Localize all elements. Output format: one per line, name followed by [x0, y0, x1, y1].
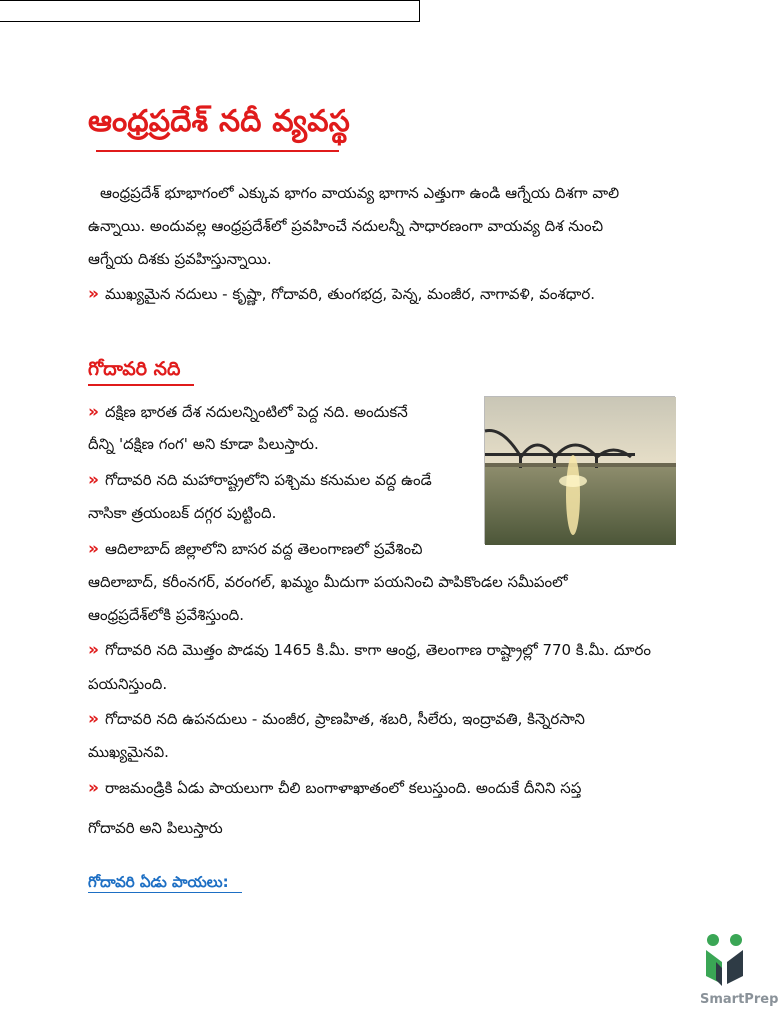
title-underline [96, 150, 339, 152]
intro-line-3: ఆగ్నేయ దిశకు ప్రవహిస్తున్నాయి. [88, 250, 272, 268]
rivers-bullet [88, 286, 595, 303]
bullet-text: గోదావరి నది మొత్తం పొడవు 1465 కి.మీ. కాగా ఆంధ్ర, తెలంగాణ రాష్ట్రాల్లో 770 కి.మీ. దూరం [104, 641, 651, 659]
section-heading-godavari: గోదావరి నది [88, 358, 181, 380]
intro-line-1: ఆంధ్రప్రదేశ్ భూభాగంలో ఎక్కువ భాగం వాయవ్య భాగాన ఎత్తుగా ఉండి ఆగ్నేయ దిశగా వాలి [100, 184, 620, 202]
subheading-underline [88, 892, 242, 893]
godavari-bullet-1-cont: దీన్ని 'దక్షిణ గంగ' అని కూడా పిలుస్తారు. [88, 435, 319, 453]
godavari-bullet-4 [88, 642, 651, 659]
bullet-arrow-icon: » [88, 778, 99, 798]
intro-line-2: ఉన్నాయి. అందువల్ల ఆంధ్రప్రదేశ్‌లో ప్రవహించే నదులన్నీ సాధారణంగా వాయవ్య దిశ నుంచి [88, 217, 604, 235]
bullet-arrow-icon: » [88, 284, 99, 304]
bullet-text: గోదావరి నది మహారాష్ట్రలోని పశ్చిమ కనుమల వద్ద ఉండే [104, 471, 432, 489]
rivers-text: ముఖ్యమైన నదులు - కృష్ణా, గోదావరి, తుంగభద్ర, పెన్న, మంజీర, నాగావళి, వంశధార. [104, 285, 596, 303]
bullet-text: ఆదిలాబాద్ జిల్లాలోని బాసర వద్ద తెలంగాణలో ప్రవేశించి [104, 540, 423, 558]
godavari-bullet-5-cont: ముఖ్యమైనవి. [88, 743, 169, 761]
godavari-bullet-3 [88, 541, 423, 558]
godavari-bullet-1 [88, 404, 408, 421]
subheading-seven-branches: గోదావరి ఏడు పాయలు: [88, 873, 229, 891]
godavari-bullet-5 [88, 711, 585, 728]
page-title: ఆంధ్రప్రదేశ్ నదీ వ్యవస్థ [88, 104, 350, 139]
bullet-text: గోదావరి నది ఉపనదులు - మంజీర, ప్రాణహిత, శబరి, సీలేరు, ఇంద్రావతి, కిన్నెరసాని [104, 710, 585, 728]
bullet-arrow-icon: » [88, 709, 99, 729]
bullet-arrow-icon: » [88, 470, 99, 490]
header-box [0, 0, 420, 22]
bullet-text: దక్షిణ భారత దేశ నదులన్నింటిలో పెద్ద నది. అందుకనే [104, 403, 408, 421]
bullet-arrow-icon: » [88, 402, 99, 422]
godavari-bullet-2-cont: నాసికా త్రయంబక్ దగ్గర పుట్టింది. [88, 504, 277, 522]
godavari-bullet-4-cont: పయనిస్తుంది. [88, 675, 168, 693]
section-underline [88, 384, 194, 386]
godavari-bullet-3-cont1: ఆదిలాబాద్, కరీంనగర్, వరంగల్, ఖమ్మం మీదుగా పయనించి పాపికొండల సమీపంలో [88, 573, 568, 591]
godavari-bullet-6 [88, 780, 581, 797]
godavari-bullet-2 [88, 472, 432, 489]
bullet-text: రాజమండ్రికి ఏడు పాయలుగా చీలి బంగాళాఖాతంలో కలుస్తుంది. అందుకే దీనిని సప్త [104, 779, 582, 797]
godavari-bullet-6-cont: గోదావరి అని పిలుస్తారు [88, 819, 223, 837]
smartprep-logo [700, 932, 778, 1014]
smartprep-logo-text: SmartPrep [700, 992, 778, 1007]
bullet-arrow-icon: » [88, 539, 99, 559]
godavari-bridge-photo [484, 396, 675, 544]
smartprep-logo-icon [702, 932, 750, 990]
bullet-arrow-icon: » [88, 640, 99, 660]
godavari-bullet-3-cont2: ఆంధ్రప్రదేశ్‌లోకి ప్రవేశిస్తుంది. [88, 606, 245, 624]
